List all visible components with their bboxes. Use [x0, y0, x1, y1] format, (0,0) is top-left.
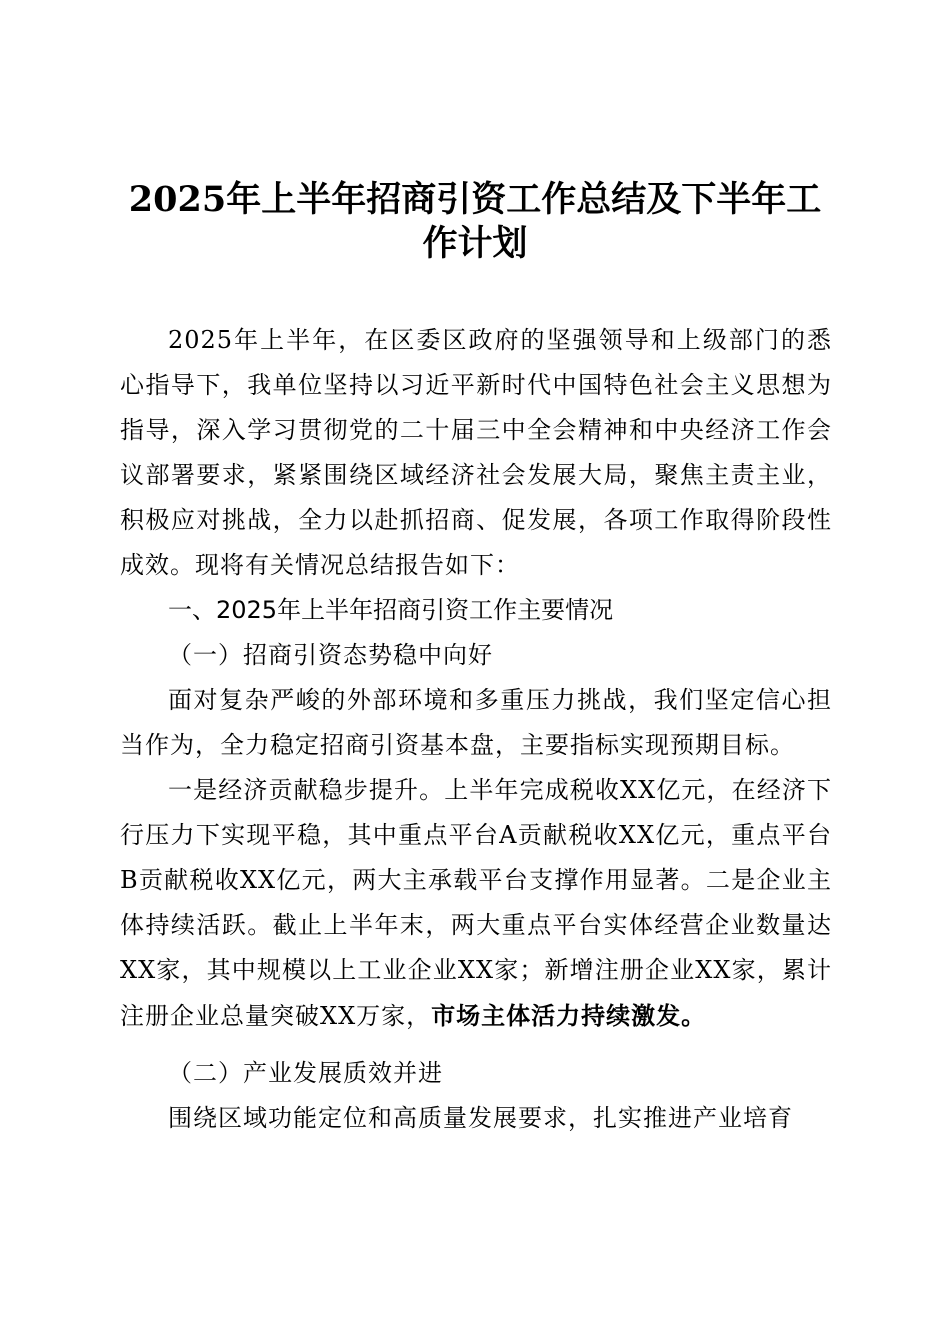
paragraph-1: 面对复杂严峻的外部环境和多重压力挑战，我们坚定信心担当作为，全力稳定招商引资基本盘，主要指标实现预期目标。 — [120, 686, 832, 759]
subsection-heading-2: （二）产业发展质效并进 — [168, 1059, 443, 1087]
paragraph-2 — [120, 768, 832, 1039]
document-title — [120, 178, 830, 266]
subsection-heading-1: （一）招商引资态势稳中向好 — [168, 641, 493, 669]
section-heading-1: 一、2025年上半年招商引资工作主要情况 — [168, 596, 614, 624]
paragraph-gap — [120, 1039, 832, 1051]
paragraph-2-emphasis: 市场主体活力持续激发。 — [431, 1001, 707, 1030]
title-line-2: 作计划 — [422, 223, 528, 264]
document-body — [120, 318, 832, 1141]
intro-paragraph: 2025年上半年，在区委区政府的坚强领导和上级部门的悉心指导下，我单位坚持以习近平新时代中国特色社会主义思想为指导，深入学习贯彻党的二十届三中全会精神和中央经济工作会议部署要求，紧紧围绕区域经济社会发展大局，聚焦主责主业，积极应对挑战，全力以赴抓招商、促发展，各项工作取得阶段性成效。现将有关情况总结报告如下： — [120, 326, 832, 579]
paragraph-3: 围绕区域功能定位和高质量发展要求，扎实推进产业培育 — [168, 1104, 793, 1132]
title-line-1: 2025年上半年招商引资工作总结及下半年工 — [128, 179, 822, 220]
paragraph-2-text: 一是经济贡献稳步提升。上半年完成税收XX亿元，在经济下行压力下实现平稳，其中重点平台A贡献税收XX亿元，重点平台B贡献税收XX亿元，两大主承载平台支撑作用显著。二是企业主体持续活跃。截止上半年末，两大重点平台实体经营企业数量达XX家，其中规模以上工业企业XX家；新增注册企业XX家，累计注册企业总量突破XX万家， — [120, 776, 832, 1030]
